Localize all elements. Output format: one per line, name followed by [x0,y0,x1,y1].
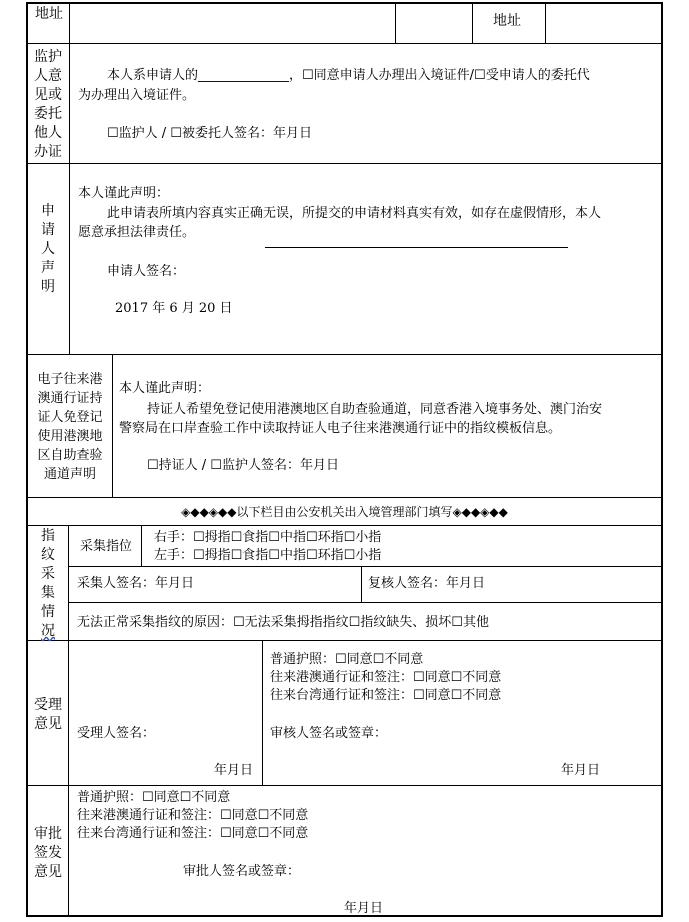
row-divider [26,785,663,786]
row-divider [26,525,663,526]
col-divider [545,2,546,43]
signature-line [265,247,568,248]
epass-intro: 本人谨此声明： [119,381,211,396]
approval-hk-macao: 往来港澳通行证和签注：☐同意☐不同意 [77,808,309,823]
row-divider [26,163,663,164]
acceptance-passport: 普通护照：☐同意☐不同意 [270,652,424,667]
fingerprint-section-label: 指 纹 采 集 情 况 [41,528,55,639]
epass-body: 持证人希望免登记使用港澳地区自助查验通道，同意香港入境事务处、澳门治安 [147,402,603,417]
col-divider [68,525,69,917]
acceptor-date: 年月日 [214,763,254,778]
col-divider [361,566,362,602]
col-divider [141,525,142,566]
fingerprint-reviewer-signature: 复核人签名：年月日 [368,576,486,591]
approver-signature: 审批人签名或签章： [183,864,301,879]
acceptance-reviewer-date: 年月日 [561,763,601,778]
declaration-section-label: 申 请 人 声 明 [41,203,55,295]
acceptance-taiwan: 往来台湾通行证和签注：☐同意☐不同意 [270,688,502,703]
acceptor-signature: 受理人签名： [77,726,156,741]
address-label: 地址 [35,6,63,22]
guardian-consent-text-cont: 为办理出入境证件。 [78,88,196,103]
applicant-signature: 申请人签名： [107,264,186,279]
approval-date: 年月日 [344,901,384,916]
collector-signature: 采集人签名：年月日 [77,576,195,591]
row-divider [68,566,663,567]
declaration-date: 2017 年 6 月 20 日 [115,301,233,316]
row-divider [26,354,663,355]
guardian-consent-text: 本人系申请人的______________，☐同意申请人办理出入境证件/☐受申请人的委托代 [107,68,590,83]
guardian-signature: ☐监护人 / ☐被委托人签名：年月日 [107,126,312,141]
approval-passport: 普通护照：☐同意☐不同意 [77,790,231,805]
left-hand-fingers: 左手：☐拇指☐食指☐中指☐环指☐小指 [154,548,382,563]
collect-finger-label: 采集指位 [80,539,133,554]
declaration-intro: 本人谨此声明： [78,186,170,201]
declaration-body: 此申请表所填内容真实正确无误，所提交的申请材料真实有效，如存在虚假情形，本人 [107,206,602,221]
row-divider [68,602,663,603]
epass-signature: ☐持证人 / ☐监护人签名：年月日 [147,458,339,473]
guardian-section-label: 监护 人意 见或 委托 他人 办证 [34,49,62,160]
approval-taiwan: 往来台湾通行证和签注：☐同意☐不同意 [77,826,309,841]
epass-section-label: 电子往来港 澳通行证持 证人免登记 使用港澳地 区自助查验 通道声明 [37,372,103,482]
acceptance-hk-macao: 往来港澳通行证和签注：☐同意☐不同意 [270,670,502,685]
declaration-body-cont: 愿意承担法律责任。 [78,225,196,240]
col-divider [472,2,473,43]
acceptance-section-label: 受理 意见 [34,697,62,732]
epass-body-cont: 警察局在口岸查验工作中读取持证人电子往来港澳通行证中的指纹模板信息。 [119,421,562,436]
fingerprint-failure-reason: 无法正常采集指纹的原因：☐无法采集拇指指纹☐指纹缺失、损坏☐其他 [77,615,489,630]
row-divider [26,43,663,44]
row-divider [26,497,663,498]
col-divider [262,640,263,785]
row-divider [26,640,663,641]
address-label-2: 地址 [493,13,521,29]
col-divider [69,2,70,354]
official-use-banner: ◈◆◆◈◆◆以下栏目由公安机关出入境管理部门填写◈◆◆◈◆◆ [181,505,508,519]
col-divider [395,2,396,43]
col-divider [112,354,113,497]
acceptance-reviewer-signature: 审核人签名或签章： [270,726,388,741]
right-hand-fingers: 右手：☐拇指☐食指☐中指☐环指☐小指 [154,530,382,545]
approval-section-label: 审批 签发 意见 [34,826,62,880]
